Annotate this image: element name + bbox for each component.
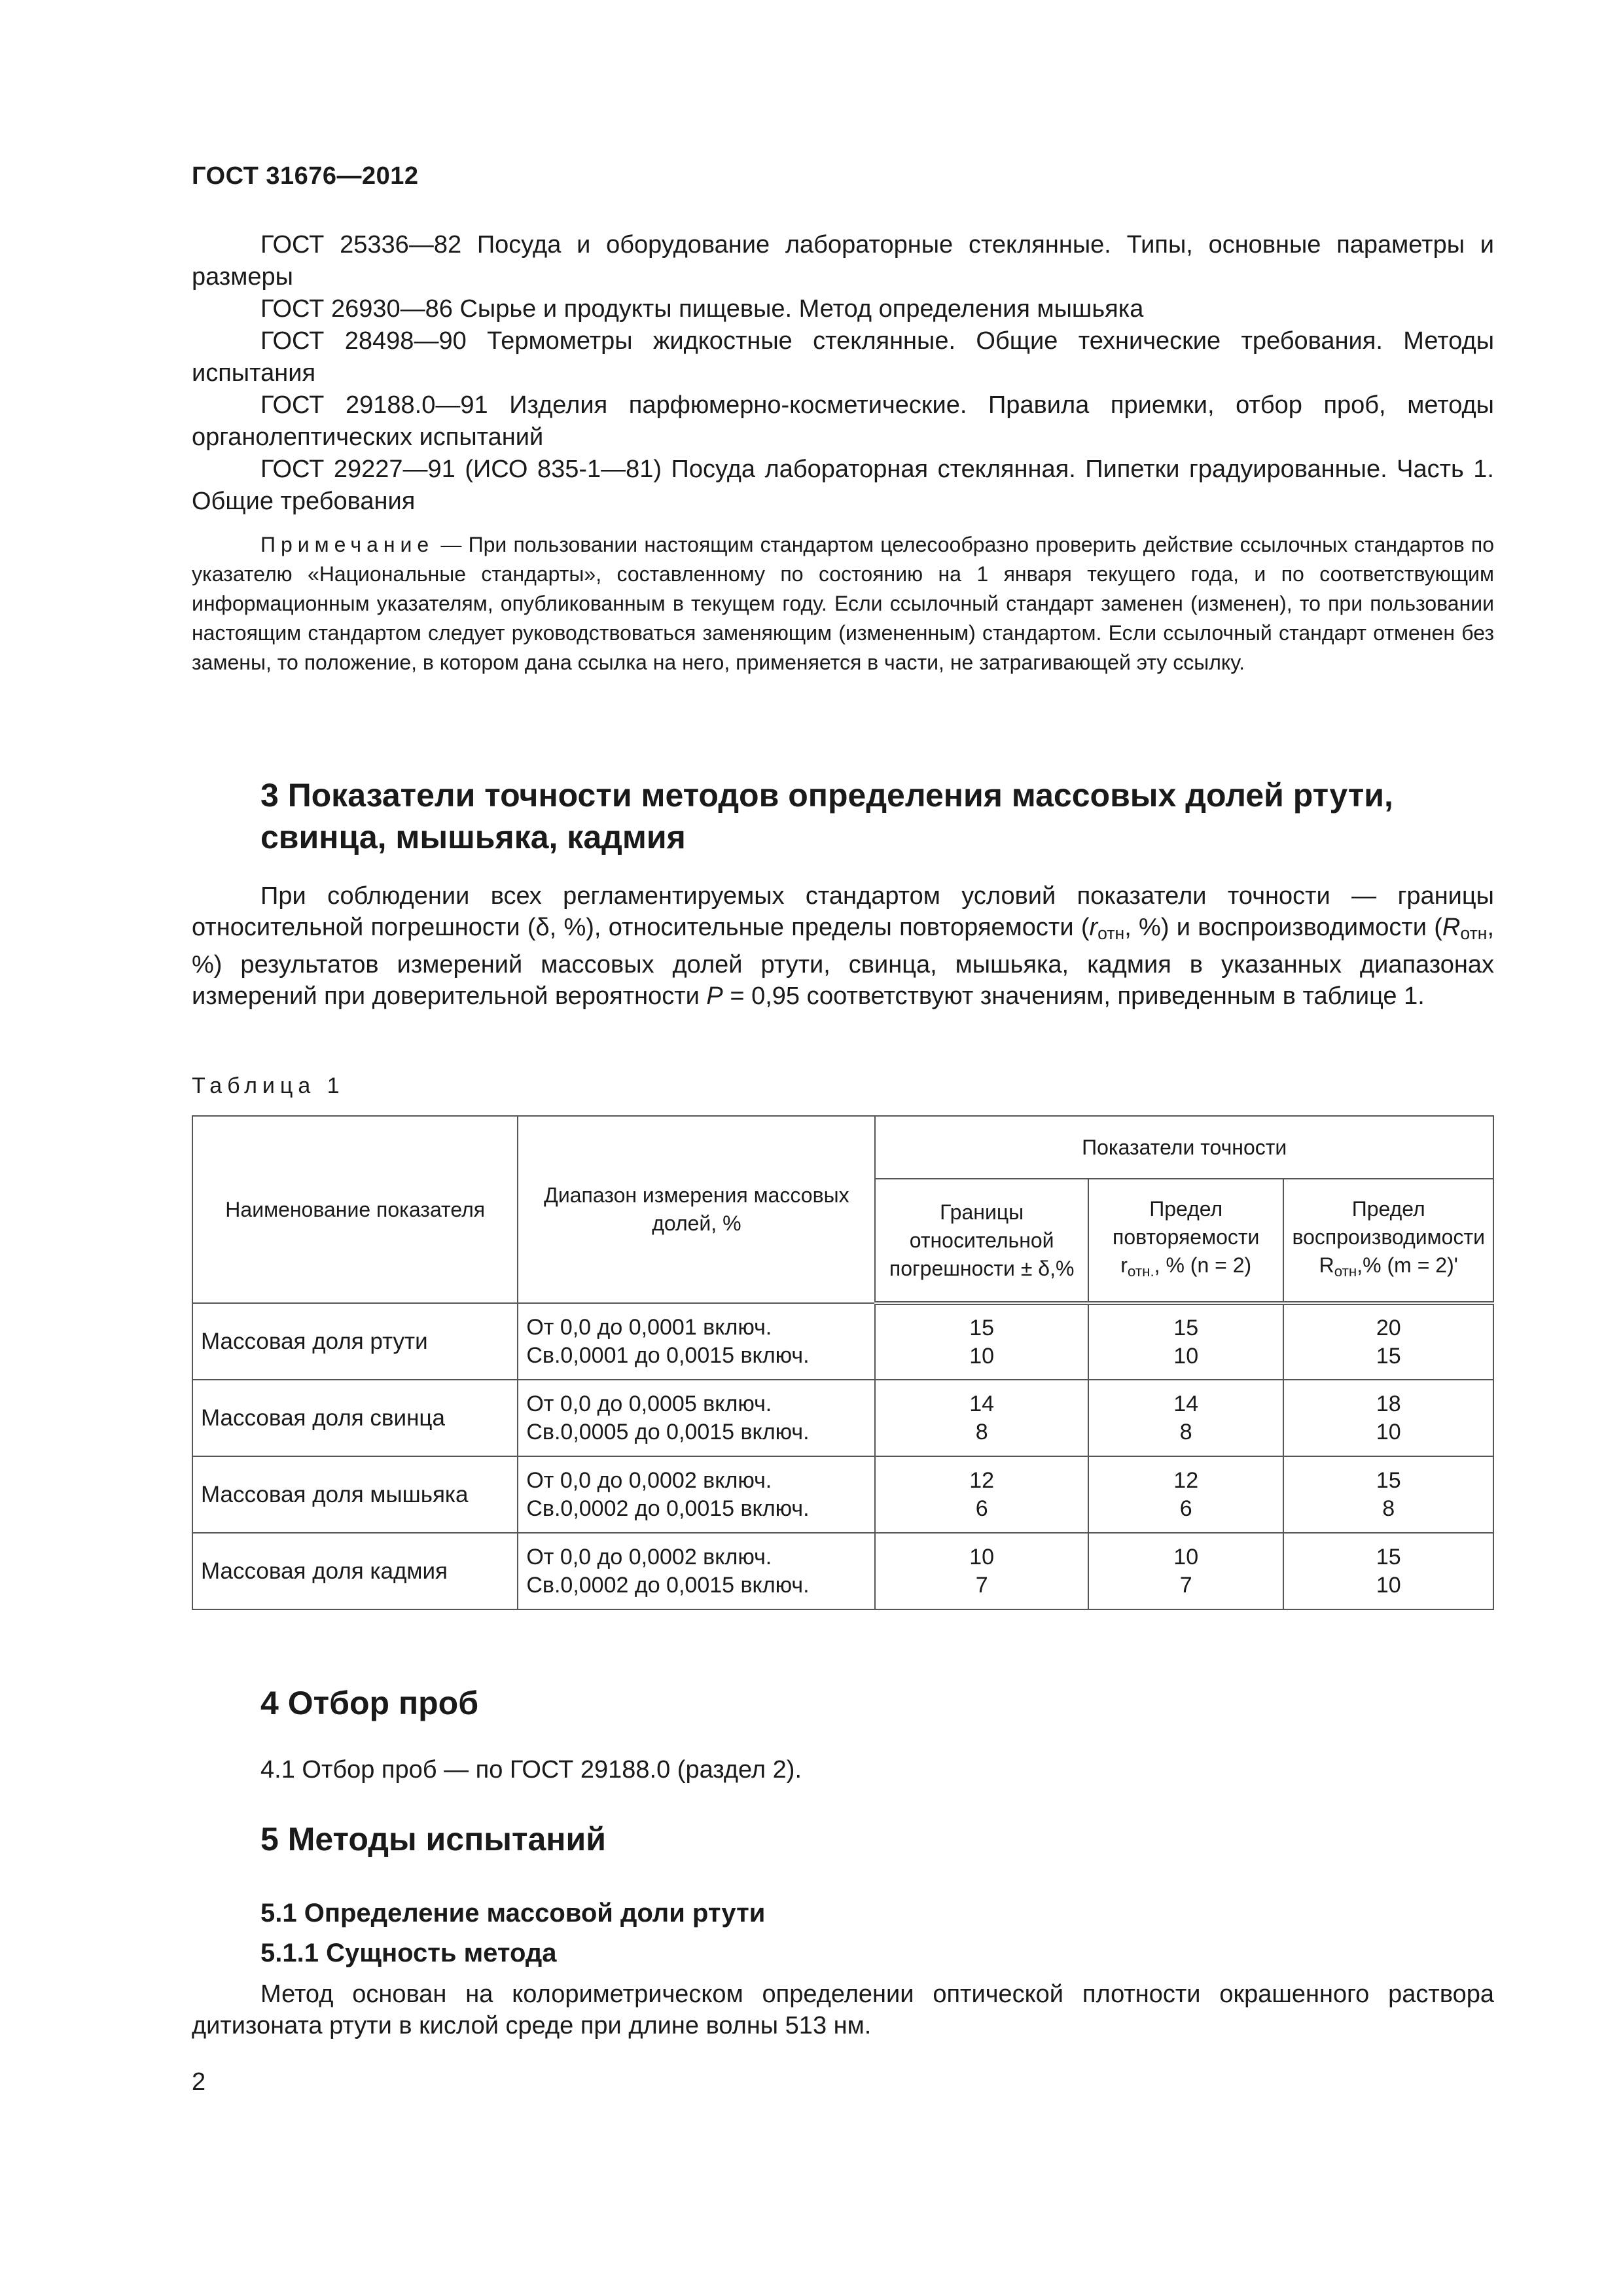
section-3-paragraph: При соблюдении всех регламентируемых стандартом условий показатели точности — границы относительной погрешности (δ, %), относительные пределы повторяемости ($r_{отн}$, %) и воспроизводимости ($R_{отн}$, %) результатов измерений массовых долей ртути, свинца, мышьяка, кадмия в указанных диапазонах измерений при доверительной вероятности P = 0,95 соответствуют значениям, приведенным в таблице 1. xyxy=(192,882,1494,1010)
section-3-title: 3 Показатели точности методов определения массовых долей ртути, свинца, мышьяка, кадмия xyxy=(260,777,1393,855)
reference-entry: ГОСТ 29227—91 (ИСО 835-1—81) Посуда лабораторная стеклянная. Пипетки градуированные. Часть 1. Общие требования xyxy=(192,456,1494,515)
note-paragraph: Примечание — При пользовании настоящим стандартом целесообразно проверить действие ссылочных стандартов по указателю «Национальные стандарты», составленному по состоянию на 1 января текущего года, и по соответствующим информационным указателям, опубликованным в текущем году. Если ссылочный стандарт заменен (изменен), то при пользовании настоящим стандартом следует руководствоваться заменяющим (измененным) стандартом. Если ссылочный стандарт отменен без замены, то положение, в котором дана ссылка на него, применяется в части, не затрагивающей эту ссылку. xyxy=(192,533,1495,674)
subsection-5-1-1-title: 5.1.1 Сущность метода xyxy=(260,1939,557,1967)
document-header: ГОСТ 31676—2012 xyxy=(192,162,419,190)
column-header-range: Диапазон измерения массовых долей, % xyxy=(518,1116,875,1303)
column-header-repeatability: Предел повторяемости $r_{отн.}$, % (n = 2) xyxy=(1088,1179,1284,1303)
reference-entry: ГОСТ 28498—90 Термометры жидкостные стеклянные. Общие технические требования. Методы испытания xyxy=(192,327,1495,387)
accuracy-table xyxy=(192,1115,1494,1610)
page-number: 2 xyxy=(192,2068,206,2096)
table-row: Массовая доля свинца От 0,0 до 0,0005 включ. Св.0,0005 до 0,0015 включ. 14 8 14 8 18 10 xyxy=(192,1380,1493,1456)
table-row: Массовая доля ртути От 0,0 до 0,0001 включ. Св.0,0001 до 0,0015 включ. 15 10 15 10 20 15 xyxy=(192,1303,1493,1380)
table-caption: Таблица 1 xyxy=(192,1073,345,1098)
section-5-title: 5 Методы испытаний xyxy=(260,1821,606,1857)
note-label: Примечание xyxy=(260,533,435,556)
section-5-paragraph: Метод основан на колориметрическом определении оптической плотности окрашенного раствора дитизоната ртути в кислой среде при длине волны 513 нм. xyxy=(192,1981,1494,2039)
column-header-error: Границы относительной погрешности ± δ,% xyxy=(875,1179,1088,1303)
table-row: Массовая доля мышьяка От 0,0 до 0,0002 включ. Св.0,0002 до 0,0015 включ. 12 6 12 6 15 8 xyxy=(192,1456,1493,1533)
column-header-group: Показатели точности xyxy=(875,1116,1493,1179)
section-4-item: 4.1 Отбор проб — по ГОСТ 29188.0 (раздел 2). xyxy=(260,1756,802,1784)
column-header-name: Наименование показателя xyxy=(192,1116,518,1303)
reference-entry: ГОСТ 29188.0—91 Изделия парфюмерно-косметические. Правила приемки, отбор проб, методы органолептических испытаний xyxy=(192,391,1494,451)
reference-entry: ГОСТ 26930—86 Сырье и продукты пищевые. Метод определения мышьяка xyxy=(260,295,1144,323)
reference-entry: ГОСТ 25336—82 Посуда и оборудование лабораторные стеклянные. Типы, основные параметры и размеры xyxy=(192,231,1495,291)
subsection-5-1-title: 5.1 Определение массовой доли ртути xyxy=(260,1899,766,1928)
table-row: Массовая доля кадмия От 0,0 до 0,0002 включ. Св.0,0002 до 0,0015 включ. 10 7 10 7 15 10 xyxy=(192,1533,1493,1609)
section-4-title: 4 Отбор проб xyxy=(260,1685,479,1721)
column-header-reproducibility: Предел воспроизводимости $R_{отн},\%$ (m = 2)' xyxy=(1283,1179,1493,1303)
